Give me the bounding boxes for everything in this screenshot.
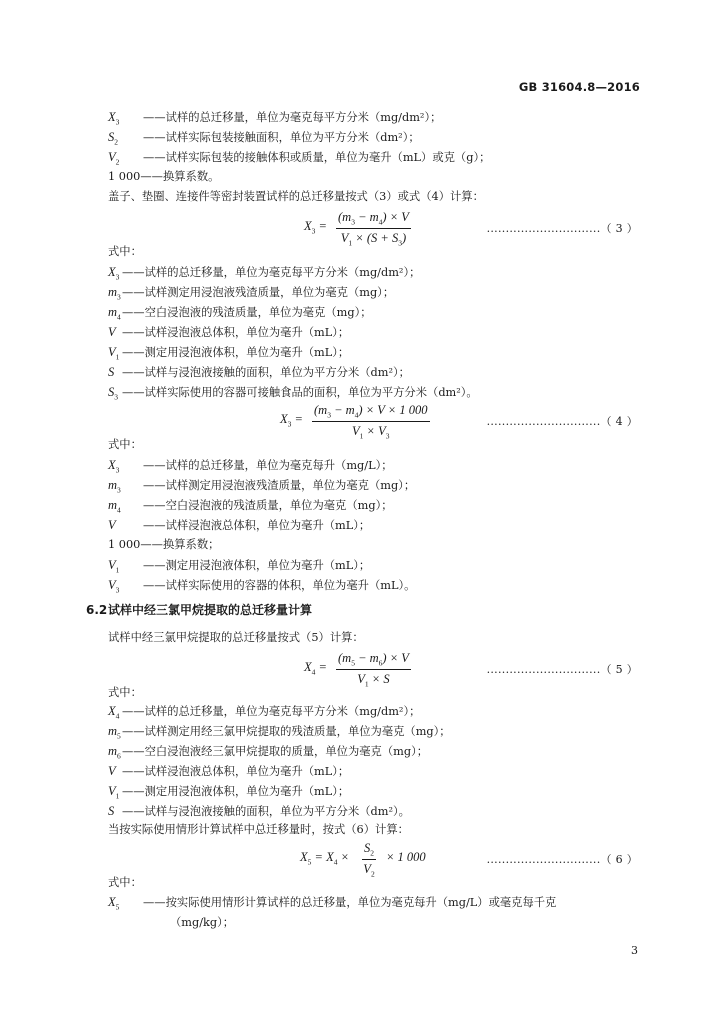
symbol: V [108,764,116,778]
intro-formula-6: 当按实际使用情形计算试样中总迁移量时，按式（6）计算： [108,823,409,836]
symbol: $m_3$ [108,478,121,495]
definition-line [108,764,349,779]
definition-text: ——测定用浸泡液体积，单位为毫升（mL）； [143,559,371,572]
symbol: $X_4$ [108,704,120,721]
definition-continuation: （mg/kg）； [170,916,235,929]
symbol: $m_4$ [108,498,121,515]
definition-line [108,325,349,340]
symbol: $V_3$ [108,578,120,595]
symbol: 1 000 [108,538,141,551]
definition-text: ——试样测定用浸泡液残渣质量，单位为毫克（mg）； [143,479,416,492]
definition-text: ——空白浸泡液的残渣质量，单位为毫克（mg）； [122,306,372,319]
definition-line [108,150,490,170]
definition-text: ——试样浸泡液总体积，单位为毫升（mL）； [122,765,350,778]
intro-formula-3: 盖子、垫圈、连接件等密封装置试样的总迁移量按式（3）或式（4）计算： [108,190,484,203]
definition-text: ——试样实际包装接触面积，单位为平方分米（dm²）； [143,131,420,144]
equation-6-label: ..............................（ 6 ） [486,853,638,866]
definition-text: ——试样实际使用的容器可接触食品的面积，单位为平方分米（dm²）。 [122,386,478,399]
equation-3-label: ..............................（ 3 ） [486,222,638,235]
definition-text: ——试样与浸泡液接触的面积，单位为平方分米（dm²）。 [122,805,410,818]
symbol: $X_3$ [108,458,120,475]
definition-line [108,558,370,578]
symbol: $m_6$ [108,744,121,761]
shizhong-label-2: 式中： [108,438,142,451]
definition-line [108,498,393,518]
symbol: $V_1$ [108,558,120,575]
standard-code: GB 31604.8—2016 [518,80,640,94]
symbol: $X_3$ [108,110,120,127]
definition-line [108,345,349,365]
definition-text: ——试样浸泡液总体积，单位为毫升（mL）； [143,519,371,532]
symbol: $V_1$ [108,345,120,362]
intro-formula-5: 试样中经三氯甲烷提取的总迁移量按式（5）计算： [108,631,364,644]
definition-text: ——试样测定用经三氯甲烷提取的残渣质量，单位为毫克（mg）； [122,725,451,738]
symbol: V [108,325,116,339]
definition-text: ——试样的总迁移量，单位为毫克每平方分米（mg/dm²）； [122,266,421,279]
definition-line [108,804,410,819]
symbol: $m_5$ [108,724,121,741]
definition-text: ——空白浸泡液的残渣质量，单位为毫克（mg）； [143,499,393,512]
equation-4-label: ..............................（ 4 ） [486,415,638,428]
definition-line [108,784,349,804]
symbol: V [108,518,116,532]
symbol: S [108,365,115,379]
definition-text: ——测定用浸泡液体积，单位为毫升（mL）； [122,785,350,798]
definition-text: ——试样实际包装的接触体积或质量，单位为毫升（mL）或克（g）； [143,151,491,164]
symbol: $S_2$ [108,130,118,147]
definition-text: ——试样测定用浸泡液残渣质量，单位为毫克（mg）； [122,286,395,299]
definition-text: ——试样的总迁移量，单位为毫克每平方分米（mg/dm²）； [143,111,442,124]
definition-line [108,538,219,552]
symbol: $S_3$ [108,385,118,402]
definition-line [108,518,370,533]
definition-line [108,305,372,325]
shizhong-label-3: 式中： [108,686,142,699]
shizhong-label-4: 式中： [108,876,142,889]
page-number: 3 [631,944,638,957]
definition-text: ——换算系数。 [140,170,220,183]
definition-text: ——试样实际使用的容器的体积，单位为毫升（mL）。 [143,579,416,592]
definition-line [108,724,451,744]
definition-text: ——试样与浸泡液接触的面积，单位为平方分米（dm²）； [122,366,410,379]
definition-line [108,458,393,478]
definition-line [108,285,394,305]
definition-line [108,704,420,724]
definition-line [108,110,441,130]
definition-text: ——按实际使用情形计算试样的总迁移量，单位为毫克每升（mg/L）或毫克每千克 [143,896,557,909]
symbol: $X_3$ [108,265,120,282]
symbol: $X_5$ [108,895,120,912]
symbol: $m_4$ [108,305,121,322]
definition-line [108,895,556,915]
definition-line [108,385,478,405]
symbol: $V_2$ [108,150,120,167]
definition-text: ——测定用浸泡液体积，单位为毫升（mL）； [122,346,350,359]
definition-line [108,170,219,184]
definition-text: ——换算系数； [140,538,220,551]
definition-text: ——试样浸泡液总体积，单位为毫升（mL）； [122,326,350,339]
definition-line [108,478,415,498]
definition-text: ——试样的总迁移量，单位为毫克每升（mg/L）； [143,459,393,472]
symbol: S [108,804,115,818]
definition-line [108,744,428,764]
definition-line [108,365,410,380]
definition-text: ——试样的总迁移量，单位为毫克每平方分米（mg/dm²）； [122,705,421,718]
symbol: 1 000 [108,170,141,183]
definition-line [108,265,420,285]
shizhong-label-1: 式中： [108,245,142,258]
symbol: $m_3$ [108,285,121,302]
definition-line [108,130,420,150]
definition-text: ——空白浸泡液经三氯甲烷提取的质量，单位为毫克（mg）； [122,745,429,758]
definition-line [108,578,415,598]
symbol: $V_1$ [108,784,120,801]
equation-5-label: ..............................（ 5 ） [486,663,638,676]
section-6-2-heading: 6.2试样中经三氯甲烷提取的总迁移量计算 [86,603,313,617]
